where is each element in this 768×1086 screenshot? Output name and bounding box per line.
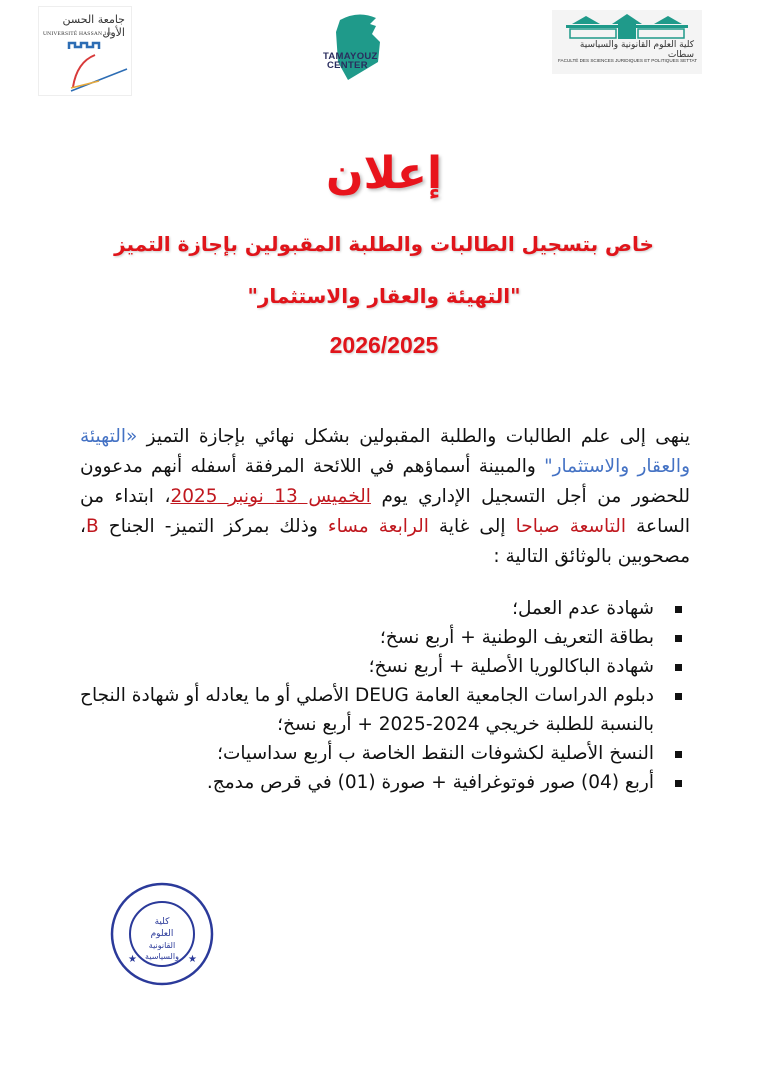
faculty-logo [552,10,702,74]
subtitle: خاص بتسجيل الطالبات والطلبة المقبولين بإجازة التميز [114,232,654,256]
svg-text:العلوم: العلوم [150,929,174,939]
list-item: أربع (04) صور فوتوغرافية + صورة (01) في قرص مدمج. [80,768,690,797]
list-item: دبلوم الدراسات الجامعية العامة DEUG الأصلي أو ما يعادله أو شهادة النجاح بالنسبة للطلبة خريجي 2024-2025 + أربع نسخ؛ [80,681,690,739]
list-item: شهادة عدم العمل؛ [80,594,690,623]
start-time: التاسعة صباحا [515,516,627,537]
faculty-name-ar: كلية العلوم القانونية والسياسية سطات [579,40,694,60]
tamayouz-text: TAMAYOUZ CENTER [323,51,378,71]
tamayouz-center-logo [318,12,418,72]
list-item: النسخ الأصلية لكشوفات النقط الخاصة ب أربع سداسيات؛ [80,739,690,768]
registration-date: الخميس 13 نونبر 2025 [170,486,371,507]
official-stamp-icon [108,880,216,988]
required-documents-list [80,594,690,797]
svg-text:★: ★ [128,954,137,965]
program-reference: «التهيئة والعقار والاستثمار" [80,426,691,477]
faculty-building-icon [552,10,702,40]
svg-text:كلية: كلية [154,917,170,927]
end-time: الرابعة مساء [327,516,429,537]
svg-text:والسياسية: والسياسية [145,952,179,961]
announcement-body: ينهى إلى علم الطالبات والطلبة المقبولين بشكل نهائي بإجازة التميز «التهيئة والعقار والاستثمار" والمبينة أسماؤهم في اللائحة المرفقة أسفله أنهم مدعوون للحضور من أجل التسجيل الإداري يوم الخميس 13 نونبر 2025، ابتداء من الساعة التاسعة صباحا إلى غاية الرابعة مساء وذلك بمركز التميز- الجناح B، مصحوبين بالوثائق التالية : [80,426,691,567]
university-logo [38,6,132,96]
faculty-name-fr: FACULTÉ DES SCIENCES JURIDIQUES ET POLITIQUES SETTAT [558,58,698,63]
list-item: بطاقة التعريف الوطنية + أربع نسخ؛ [80,623,690,652]
university-name-ar: جامعة الحسن الأول [62,13,125,39]
castle-emblem-icon [39,7,131,95]
tamayouz-shape-icon [318,12,418,82]
list-item: شهادة الباكالوريا الأصلية + أربع نسخ؛ [80,652,690,681]
university-name-fr: UNIVERSITÉ HASSAN 1er [43,31,112,37]
academic-year: 2026/2025 [329,332,439,358]
page-title: إعلان [325,148,443,199]
svg-text:★: ★ [188,954,197,965]
svg-text:القانونية: القانونية [148,941,176,950]
wing-label: B [85,516,99,537]
program-name: "التهيئة والعقار والاستثمار" [247,284,521,308]
